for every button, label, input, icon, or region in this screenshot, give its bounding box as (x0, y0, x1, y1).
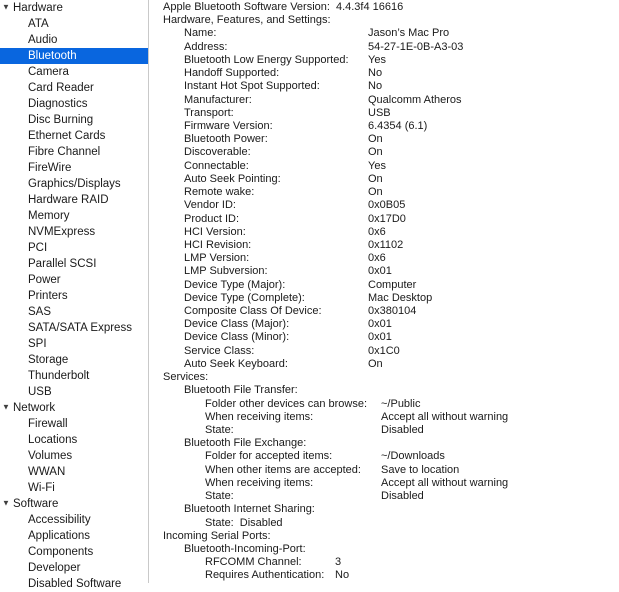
detail-row (163, 213, 619, 226)
sidebar-section-label: Network (13, 402, 56, 414)
sidebar-item-label: Developer (28, 562, 81, 574)
detail-value: Save to location (381, 463, 460, 476)
sidebar-item-label: Disc Burning (28, 114, 94, 126)
sidebar-item-label: Parallel SCSI (28, 258, 97, 270)
detail-row (163, 252, 619, 265)
detail-value: 4.4.3f4 16616 (335, 1, 404, 13)
sidebar-item-graphics-displays[interactable] (0, 176, 148, 192)
sidebar-item-label: Audio (28, 34, 58, 46)
sidebar-item-camera[interactable] (0, 64, 148, 80)
detail-value: No (368, 80, 383, 93)
sidebar-item-developer[interactable] (0, 560, 148, 576)
detail-row (163, 331, 619, 344)
sidebar-item-label: WWAN (28, 466, 66, 478)
detail-row (163, 54, 619, 67)
sidebar-item-disabled-software[interactable] (0, 576, 148, 592)
detail-row (163, 67, 619, 80)
detail-label: Bluetooth Low Energy Supported: (184, 53, 349, 66)
sidebar-item-label: Firewall (28, 418, 68, 430)
sidebar-item-label: Bluetooth (28, 50, 77, 62)
detail-label: Remote wake: (184, 186, 255, 199)
disclosure-triangle-icon[interactable]: ▼ (2, 2, 10, 12)
detail-label: When receiving items: (205, 410, 314, 423)
sidebar-item-label: Ethernet Cards (28, 130, 106, 142)
sidebar-item-hardware-raid[interactable] (0, 192, 148, 208)
detail-label: State: (205, 490, 234, 503)
detail-row (163, 107, 619, 120)
sidebar-item-ata[interactable] (0, 16, 148, 32)
detail-label: RFCOMM Channel: (205, 556, 302, 569)
sidebar-item-label: ATA (28, 18, 49, 30)
sidebar-item-parallel-scsi[interactable] (0, 256, 148, 272)
sidebar-item-label: Hardware RAID (28, 194, 109, 206)
detail-value: 54-27-1E-0B-A3-03 (368, 40, 464, 53)
sidebar-item-label: Diagnostics (28, 98, 88, 110)
sidebar-item-firewall[interactable] (0, 416, 148, 432)
detail-label: Service Class: (184, 344, 255, 357)
detail-value: 0x01 (368, 331, 392, 344)
sidebar-item-sas[interactable] (0, 304, 148, 320)
detail-row (163, 226, 619, 239)
sidebar-item-label: Accessibility (28, 514, 91, 526)
sidebar-item-label: Storage (28, 354, 69, 366)
detail-value: 0x6 (368, 252, 386, 265)
detail-label: Device Type (Major): (184, 278, 286, 291)
sidebar-item-printers[interactable] (0, 288, 148, 304)
detail-label: State: (205, 424, 234, 436)
detail-label: Handoff Supported: (184, 67, 280, 80)
detail-row (163, 27, 619, 40)
detail-label: LMP Subversion: (184, 265, 268, 278)
sidebar-item-label: PCI (28, 242, 48, 254)
sidebar-item-label: SAS (28, 306, 52, 318)
detail-value: 0x0B05 (368, 199, 406, 212)
sidebar-item-card-reader[interactable] (0, 80, 148, 96)
detail-row (163, 556, 619, 569)
sidebar-item-nvmexpress[interactable] (0, 224, 148, 240)
detail-value: Disabled (239, 516, 283, 529)
sidebar-item-storage[interactable] (0, 352, 148, 368)
sidebar-item-label: SATA/SATA Express (28, 322, 132, 334)
detail-row (163, 424, 619, 437)
detail-row (163, 94, 619, 107)
sidebar-item-bluetooth[interactable] (0, 48, 148, 64)
detail-label: Requires Authentication: (205, 569, 325, 582)
disclosure-triangle-icon[interactable]: ▼ (2, 498, 10, 508)
detail-label: Composite Class Of Device: (184, 305, 322, 318)
sidebar-item-memory[interactable] (0, 208, 148, 224)
sidebar-item-disc-burning[interactable] (0, 112, 148, 128)
detail-label: Transport: (184, 106, 234, 119)
sidebar-item-sata-sata-express[interactable] (0, 320, 148, 336)
sidebar-item-label: Camera (28, 66, 69, 78)
sidebar-item-ethernet-cards[interactable] (0, 128, 148, 144)
detail-value: Disabled (381, 424, 424, 436)
detail-row (163, 265, 619, 278)
detail-label: Bluetooth Power: (184, 133, 268, 146)
detail-row (163, 186, 619, 199)
detail-row (163, 41, 619, 54)
detail-label: Hardware, Features, and Settings: (163, 14, 331, 27)
detail-label: HCI Version: (184, 225, 246, 238)
detail-value: Computer (368, 278, 417, 291)
detail-value: Accept all without warning (381, 410, 509, 423)
detail-row (163, 345, 619, 358)
sidebar-item-label: Fibre Channel (28, 146, 101, 158)
detail-row (163, 450, 619, 463)
detail-value: Yes (368, 53, 386, 66)
sidebar-item-label: Graphics/Displays (28, 178, 121, 190)
sidebar-item-volumes[interactable] (0, 448, 148, 464)
sidebar-section-label: Hardware (13, 2, 63, 14)
detail-value: Mac Desktop (368, 291, 433, 304)
sidebar-item-label: Memory (28, 210, 70, 222)
sidebar-item-label: Thunderbolt (28, 370, 90, 382)
detail-value: 0x1C0 (368, 344, 400, 357)
disclosure-triangle-icon[interactable]: ▼ (2, 402, 10, 412)
bluetooth-details-panel (149, 0, 619, 583)
sidebar-section-software[interactable] (0, 496, 148, 512)
detail-section-header (163, 503, 619, 516)
detail-label: HCI Revision: (184, 238, 252, 251)
sidebar-item-audio[interactable] (0, 32, 148, 48)
detail-label: Instant Hot Spot Supported: (184, 80, 320, 93)
detail-value: 0x1102 (368, 238, 404, 251)
detail-value: Accept all without warning (381, 476, 509, 489)
sidebar-item-label: Disabled Software (28, 578, 122, 590)
sidebar-item-firewire[interactable] (0, 160, 148, 176)
detail-row (163, 464, 619, 477)
detail-row (163, 398, 619, 411)
sidebar-item-wi-fi[interactable] (0, 480, 148, 496)
detail-value: 0x01 (368, 318, 392, 331)
detail-row (163, 1, 619, 14)
detail-label: Vendor ID: (184, 199, 236, 212)
sidebar-item-label: Components (28, 546, 94, 558)
detail-label: State: (205, 516, 234, 529)
detail-value: On (368, 186, 383, 199)
detail-label: Manufacturer: (184, 93, 252, 106)
detail-row (163, 80, 619, 93)
sidebar-item-usb[interactable] (0, 384, 148, 400)
detail-label: Auto Seek Pointing: (184, 172, 281, 185)
sidebar-section-hardware[interactable] (0, 0, 148, 16)
detail-value: On (368, 357, 383, 370)
detail-label: LMP Version: (184, 252, 250, 265)
sidebar-item-thunderbolt[interactable] (0, 368, 148, 384)
detail-value: On (368, 172, 383, 185)
detail-label: Apple Bluetooth Software Version: (163, 1, 330, 13)
detail-section-header (163, 530, 619, 543)
sidebar-item-pci[interactable] (0, 240, 148, 256)
sidebar-item-components[interactable] (0, 544, 148, 560)
category-sidebar (0, 0, 148, 590)
sidebar-item-diagnostics[interactable] (0, 96, 148, 112)
detail-label: Bluetooth File Transfer: (184, 384, 298, 397)
detail-label: When receiving items: (205, 476, 314, 489)
detail-label: Device Class (Minor): (184, 331, 290, 344)
detail-row (163, 411, 619, 424)
detail-value: Yes (368, 159, 386, 172)
detail-label: Product ID: (184, 212, 240, 225)
detail-label: Bluetooth Internet Sharing: (184, 503, 315, 516)
detail-label: Bluetooth File Exchange: (184, 437, 307, 450)
detail-value: No (335, 569, 350, 582)
detail-value: USB (368, 106, 391, 119)
detail-label: Folder for accepted items: (205, 450, 333, 463)
detail-value: 3 (335, 556, 342, 569)
detail-label: Incoming Serial Ports: (163, 529, 271, 542)
detail-value: 6.4354 (6.1) (368, 119, 428, 132)
sidebar-item-label: NVMExpress (28, 226, 96, 238)
detail-section-header (163, 371, 619, 384)
detail-section-header (163, 437, 619, 450)
sidebar-section-label: Software (13, 498, 59, 510)
detail-row (163, 305, 619, 318)
sidebar-item-label: Applications (28, 530, 91, 542)
detail-value: 0x380104 (368, 305, 417, 318)
detail-row (163, 199, 619, 212)
detail-row (163, 292, 619, 305)
detail-label: Folder other devices can browse: (205, 397, 368, 410)
detail-section-header (163, 384, 619, 397)
detail-row (163, 517, 619, 530)
detail-row (163, 133, 619, 146)
sidebar-item-label: SPI (28, 338, 47, 350)
detail-value: Qualcomm Atheros (368, 93, 462, 106)
detail-value: 0x17D0 (368, 212, 406, 225)
detail-value: No (368, 67, 383, 80)
sidebar-item-wwan[interactable] (0, 464, 148, 480)
detail-label: Auto Seek Keyboard: (184, 357, 288, 370)
detail-value: 0x6 (368, 225, 386, 238)
detail-label: Address: (184, 40, 228, 53)
detail-row (163, 569, 619, 582)
detail-row (163, 490, 619, 503)
detail-label: Bluetooth-Incoming-Port: (184, 542, 306, 555)
detail-row (163, 477, 619, 490)
sidebar-item-label: Power (28, 274, 61, 286)
detail-label: Name: (184, 27, 217, 40)
detail-row (163, 160, 619, 173)
sidebar-item-label: Printers (28, 290, 68, 302)
detail-label: When other items are accepted: (205, 463, 361, 476)
sidebar-item-label: Locations (28, 434, 78, 446)
detail-row (163, 146, 619, 159)
sidebar-item-accessibility[interactable] (0, 512, 148, 528)
detail-value: ~/Downloads (381, 450, 445, 463)
detail-row (163, 318, 619, 331)
detail-row (163, 279, 619, 292)
sidebar-item-label: Volumes (28, 450, 73, 462)
sidebar-item-label: Wi-Fi (28, 482, 55, 494)
sidebar-item-label: USB (28, 386, 52, 398)
sidebar-item-label: Card Reader (28, 82, 94, 94)
detail-row (163, 173, 619, 186)
detail-value: ~/Public (381, 397, 421, 410)
sidebar-item-label: FireWire (28, 162, 72, 174)
detail-value: On (368, 133, 383, 146)
detail-label: Firmware Version: (184, 119, 273, 132)
detail-label: Services: (163, 371, 209, 384)
sidebar-item-fibre-channel[interactable] (0, 144, 148, 160)
detail-section-header (163, 14, 619, 27)
detail-label: Device Class (Major): (184, 318, 290, 331)
detail-label: Connectable: (184, 159, 249, 172)
detail-value: Jason’s Mac Pro (368, 27, 450, 40)
detail-row (163, 120, 619, 133)
detail-value: Disabled (381, 490, 424, 503)
sidebar-item-power[interactable] (0, 272, 148, 288)
detail-label: Discoverable: (184, 146, 251, 159)
detail-label: Device Type (Complete): (184, 291, 305, 304)
detail-value: 0x01 (368, 265, 392, 278)
detail-section-header (163, 543, 619, 556)
detail-row (163, 358, 619, 371)
detail-value: On (368, 146, 383, 159)
sidebar-item-locations[interactable] (0, 432, 148, 448)
detail-row (163, 239, 619, 252)
sidebar-item-applications[interactable] (0, 528, 148, 544)
sidebar-item-spi[interactable] (0, 336, 148, 352)
sidebar-section-network[interactable] (0, 400, 148, 416)
